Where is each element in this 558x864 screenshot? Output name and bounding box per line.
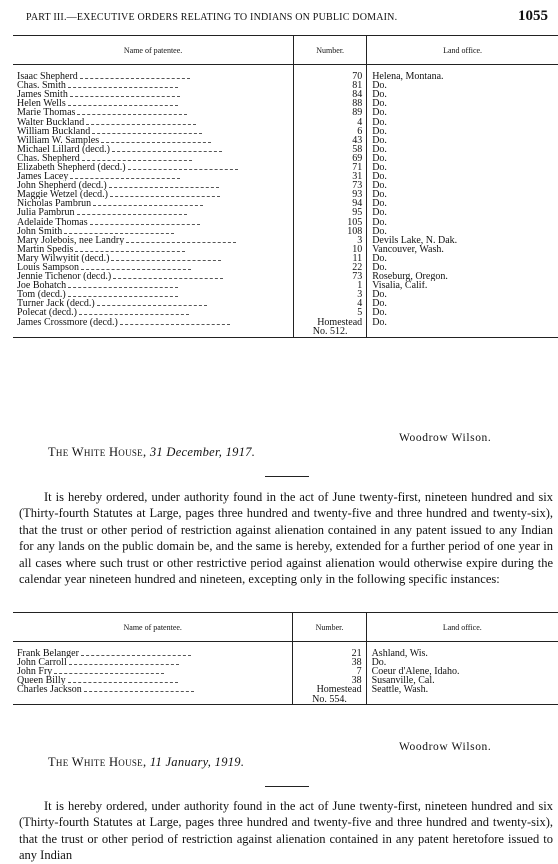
table-row [13,245,558,254]
patentee-name: Polecat (decd.) [17,308,77,318]
land-office: Roseburg, Oregon. [372,272,448,282]
patent-number: 11 [294,254,367,263]
patent-number: 105 [294,218,367,227]
column-header-land-office: Land office. [366,613,558,642]
table-row [13,667,558,676]
patentee-name: Maggie Wetzel (decd.) [17,190,108,200]
land-office: Do. [372,117,387,127]
land-office: Do. [372,90,387,100]
land-office: Do. [372,144,387,154]
patent-number: 22 [294,263,367,272]
patentee-name: Mary Wilwyitit (decd.) [17,253,110,263]
patent-number: 73 [294,181,367,190]
patentee-name: John Shepherd (decd.) [17,181,107,191]
patentee-name: John Carroll [17,658,67,668]
patent-number: 71 [294,163,367,172]
patentee-name: Nicholas Pambrun [17,199,92,209]
patentee-name: William Buckland [17,126,91,136]
patent-number: 4 [294,117,367,126]
column-header-number: Number. [294,36,367,65]
land-office: Do. [372,135,387,145]
place-date: 11 January, 1919. [149,755,245,769]
patentee-name: Queen Billy [17,676,66,686]
patent-number: 88 [294,99,367,108]
table-row [13,108,558,117]
patentee-name: John Smith [17,226,63,236]
patent-number: 89 [294,108,367,117]
table-row [13,649,558,658]
patentee-name: Turner Jack (decd.) [17,299,95,309]
patent-number: 3 [294,290,367,299]
land-office: Do. [372,317,387,327]
patent-number: 7 [293,667,366,676]
column-header-number: Number. [293,613,366,642]
table-row [13,190,558,199]
patentee-name: Michael Lillard (decd.) [17,144,111,154]
table-row [13,308,558,317]
table-row [13,685,558,694]
patent-number: 4 [294,299,367,308]
land-office: Ashland, Wis. [371,649,428,659]
patent-number: 93 [294,190,367,199]
patentee-name: Louis Sampson [17,262,79,273]
patentee-name: Chas. Smith [17,81,66,91]
land-office: Do. [372,290,387,300]
order-paragraph-1: It is hereby ordered, under authority found in the act of June twenty-first, nineteen hundred and six (Thirty-fourth Statutes at Large, pages three hundred and twenty-five and three hundred and twenty-six), that the trust or other period of restriction against alienation contained in any patent issued to any Indian for any lands on the public domain be, and the same is hereby, extended for a further period of one year in all cases where such trust or other restrictive period against alienation would otherwise expire during the calendar year nineteen hundred and nineteen, excepting only in the following specific instances: [19,490,553,587]
patentee-table-2 [13,612,558,705]
land-office: Do. [372,153,387,163]
land-office: Do. [372,99,387,109]
land-office: Vancouver, Wash. [372,244,444,254]
column-header-land-office: Land office. [367,36,558,65]
table-row [13,81,558,90]
patentee-name: John Fry [17,667,53,677]
table-row [13,263,558,272]
land-office: Do. [372,262,387,273]
table-row [13,676,558,685]
section-rule [265,786,309,787]
patent-number: 38 [293,658,366,667]
patent-number: 21 [293,649,366,658]
patentee-name: James Crossmore (decd.) [17,317,118,327]
place-date-line-2 [48,755,244,770]
table-row [13,236,558,245]
land-office: Do. [372,226,387,236]
land-office: Do. [372,190,387,200]
land-office: Helena, Montana. [372,72,444,82]
patentee-name: Joe Bohatch [17,281,67,291]
patentee-name: William W. Samples [17,135,100,145]
section-rule [265,476,309,477]
place-prefix: The White House, [48,755,147,769]
patent-number: 73 [294,272,367,281]
column-header-name: Name of patentee. [13,613,293,642]
table-row [13,172,558,181]
land-office: Do. [372,162,387,173]
patentee-name: James Smith [17,90,68,100]
land-office: Do. [372,253,387,263]
patent-number: 43 [294,136,367,145]
table-row [13,199,558,208]
table-row [13,117,558,126]
table-row [13,72,558,81]
table-row [13,272,558,281]
land-office: Do. [372,81,387,91]
patent-number: 70 [294,72,367,81]
land-office: Do. [372,299,387,309]
patent-number: 1 [294,281,367,290]
table-row [13,290,558,299]
land-office: Susanville, Cal. [371,676,435,686]
table-row [13,90,558,99]
patent-number: 6 [294,127,367,136]
patent-number: Homestead [294,318,367,327]
patent-number: 84 [294,90,367,99]
land-office: Visalia, Calif. [372,281,428,291]
part-heading: PART III.—EXECUTIVE ORDERS RELATING TO INDIANS ON PUBLIC DOMAIN. [26,12,398,23]
patentee-name: Frank Belanger [17,649,79,659]
column-header-name: Name of patentee. [13,36,294,65]
patentee-name: Helen Wells [17,99,66,109]
place-date: 31 December, 1917. [149,445,256,459]
patentee-name: Martin Spedis [17,244,74,254]
table-row [13,127,558,136]
patent-number: 3 [294,236,367,245]
patent-number: 58 [294,145,367,154]
patentee-name: Elizabeth Shepherd (decd.) [17,162,126,173]
patentee-table-1 [13,35,558,338]
table-row [13,281,558,290]
patent-number: 95 [294,208,367,217]
table-row [13,154,558,163]
order-paragraph-2: It is hereby ordered, under authority found in the act of June twenty-first, nineteen hundred and six (Thirty-fourth Statutes at Large, pages three hundred and twenty-five and three hundred and twenty-six), that the trust or other period of restriction against alienation contained in any patent heretofore issued to any Indian [19,799,553,863]
place-date-line-1 [48,445,255,460]
patentee-name: Charles Jackson [17,685,82,695]
land-office: Do. [372,172,387,182]
patent-number: 94 [294,199,367,208]
table-row [13,254,558,263]
patentee-name: Marie Thomas [17,108,76,118]
table-row [13,181,558,190]
patent-number: 69 [294,154,367,163]
patentee-name: Mary Jolebois, nee Landry [17,235,125,245]
patent-number: 38 [293,676,366,685]
land-office: Coeur d'Alene, Idaho. [371,667,460,677]
table-row [13,145,558,154]
patent-number: No. 512. [294,327,367,338]
patent-number: 10 [294,245,367,254]
table-row [13,208,558,217]
patentee-name: Tom (decd.) [17,290,66,300]
patentee-name: Walter Buckland [17,117,85,127]
patent-number: 108 [294,227,367,236]
land-office: Do. [371,658,387,668]
patentee-name: Chas. Shepherd [17,153,80,163]
signature-woodrow-wilson: Woodrow Wilson. [399,432,492,444]
land-office: Seattle, Wash. [371,685,429,695]
table-row [13,218,558,227]
patentee-name: Jennie Tichenor (decd.) [17,272,112,282]
place-prefix: The White House, [48,445,147,459]
land-office: Do. [372,108,387,118]
table-row [13,99,558,108]
table-row [13,658,558,667]
land-office: Do. [372,308,387,318]
table-row [13,163,558,172]
patentee-name: Julia Pambrun [17,208,75,218]
patent-number: Homestead [293,685,366,694]
table-row [13,136,558,145]
land-office: Do. [372,217,387,227]
land-office: Do. [372,208,387,218]
land-office: Do. [372,199,387,209]
table-row [13,227,558,236]
land-office: Do. [372,126,387,136]
patentee-name: Isaac Shepherd [17,72,78,82]
page-number: 1055 [518,8,548,24]
patent-number: 31 [294,172,367,181]
patent-number: 81 [294,81,367,90]
patentee-name: James Lacey [17,172,69,182]
patent-number: 5 [294,308,367,317]
patentee-name: Adelaide Thomas [17,217,88,227]
land-office: Devils Lake, N. Dak. [372,235,458,245]
table-row [13,299,558,308]
page-header [26,8,554,26]
land-office: Do. [372,181,387,191]
signature-woodrow-wilson: Woodrow Wilson. [399,741,492,753]
table-row [13,318,558,327]
patent-number: No. 554. [293,694,366,705]
